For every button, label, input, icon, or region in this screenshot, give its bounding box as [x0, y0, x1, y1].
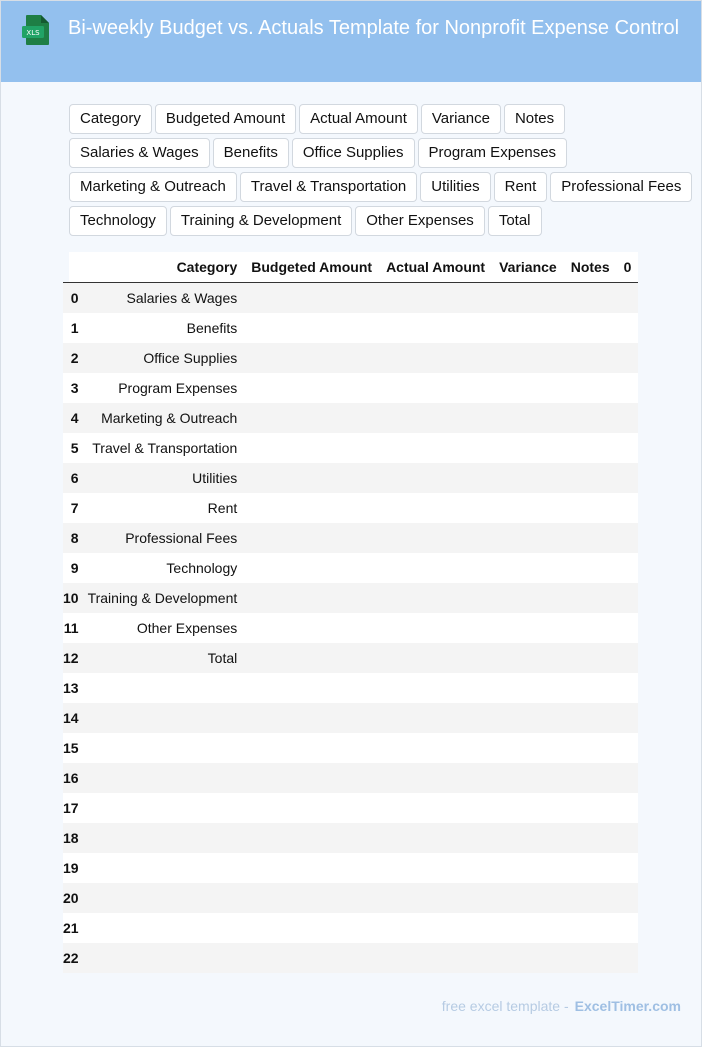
row-notes	[564, 313, 617, 343]
column-tag: Travel & Transportation	[240, 172, 417, 202]
row-notes	[564, 733, 617, 763]
column-tag: Office Supplies	[292, 138, 415, 168]
row-variance	[492, 373, 564, 403]
row-notes	[564, 853, 617, 883]
row-zero	[617, 373, 639, 403]
row-index: 17	[63, 793, 81, 823]
column-tag: Category	[69, 104, 152, 134]
row-notes	[564, 553, 617, 583]
row-variance	[492, 943, 564, 973]
row-budgeted-amount	[244, 403, 379, 433]
row-category	[81, 763, 245, 793]
table-row	[63, 553, 638, 583]
row-actual-amount	[379, 913, 492, 943]
row-category: Utilities	[81, 463, 245, 493]
row-category	[81, 673, 245, 703]
row-actual-amount	[379, 643, 492, 673]
row-index: 14	[63, 703, 81, 733]
row-category	[81, 943, 245, 973]
row-category: Training & Development	[81, 583, 245, 613]
footer-prefix: free excel template -	[441, 998, 569, 1014]
row-actual-amount	[379, 673, 492, 703]
row-zero	[617, 823, 639, 853]
row-notes	[564, 583, 617, 613]
row-category: Travel & Transportation	[81, 433, 245, 463]
row-category	[81, 823, 245, 853]
row-index: 4	[63, 403, 81, 433]
row-category	[81, 733, 245, 763]
row-notes	[564, 913, 617, 943]
row-notes	[564, 433, 617, 463]
row-actual-amount	[379, 583, 492, 613]
row-zero	[617, 763, 639, 793]
row-budgeted-amount	[244, 283, 379, 314]
row-budgeted-amount	[244, 343, 379, 373]
row-index: 7	[63, 493, 81, 523]
header-zero: 0	[617, 252, 639, 283]
row-zero	[617, 583, 639, 613]
table-row	[63, 913, 638, 943]
row-budgeted-amount	[244, 673, 379, 703]
table-row	[63, 763, 638, 793]
row-category	[81, 793, 245, 823]
row-index: 5	[63, 433, 81, 463]
row-zero	[617, 853, 639, 883]
footer-brand-link[interactable]: ExcelTimer.com	[574, 998, 681, 1014]
row-budgeted-amount	[244, 793, 379, 823]
row-budgeted-amount	[244, 523, 379, 553]
row-budgeted-amount	[244, 823, 379, 853]
column-tag: Training & Development	[170, 206, 352, 236]
row-variance	[492, 643, 564, 673]
row-actual-amount	[379, 883, 492, 913]
row-notes	[564, 943, 617, 973]
row-category: Total	[81, 643, 245, 673]
row-zero	[617, 553, 639, 583]
row-variance	[492, 913, 564, 943]
row-budgeted-amount	[244, 373, 379, 403]
row-budgeted-amount	[244, 493, 379, 523]
page-title: Bi-weekly Budget vs. Actuals Template for Nonprofit Expense Control	[68, 17, 680, 39]
row-category: Rent	[81, 493, 245, 523]
row-notes	[564, 823, 617, 853]
row-budgeted-amount	[244, 703, 379, 733]
row-notes	[564, 403, 617, 433]
row-variance	[492, 703, 564, 733]
table-row	[63, 883, 638, 913]
row-index: 6	[63, 463, 81, 493]
table-body	[63, 283, 638, 974]
row-zero	[617, 613, 639, 643]
row-zero	[617, 733, 639, 763]
row-notes	[564, 793, 617, 823]
row-notes	[564, 463, 617, 493]
row-budgeted-amount	[244, 463, 379, 493]
table-row	[63, 643, 638, 673]
column-tag: Total	[488, 206, 542, 236]
column-tag: Benefits	[213, 138, 289, 168]
excel-icon-label: XLS	[26, 29, 40, 37]
row-actual-amount	[379, 463, 492, 493]
table-row	[63, 463, 638, 493]
row-zero	[617, 343, 639, 373]
row-notes	[564, 673, 617, 703]
row-actual-amount	[379, 823, 492, 853]
header-index	[63, 252, 81, 283]
row-budgeted-amount	[244, 733, 379, 763]
row-index: 2	[63, 343, 81, 373]
row-variance	[492, 313, 564, 343]
row-zero	[617, 283, 639, 314]
row-index: 20	[63, 883, 81, 913]
header-notes: Notes	[564, 252, 617, 283]
data-table-viewport[interactable]	[63, 252, 638, 973]
row-notes	[564, 613, 617, 643]
row-index: 12	[63, 643, 81, 673]
column-tag: Other Expenses	[355, 206, 485, 236]
column-tag: Professional Fees	[550, 172, 692, 202]
row-actual-amount	[379, 763, 492, 793]
row-actual-amount	[379, 283, 492, 314]
row-budgeted-amount	[244, 763, 379, 793]
row-index: 16	[63, 763, 81, 793]
row-category	[81, 883, 245, 913]
row-notes	[564, 343, 617, 373]
row-index: 18	[63, 823, 81, 853]
column-tag: Technology	[69, 206, 167, 236]
page-header	[1, 1, 701, 82]
row-budgeted-amount	[244, 433, 379, 463]
table-row	[63, 853, 638, 883]
row-notes	[564, 643, 617, 673]
table-row	[63, 733, 638, 763]
row-category: Professional Fees	[81, 523, 245, 553]
row-index: 8	[63, 523, 81, 553]
row-budgeted-amount	[244, 313, 379, 343]
column-tag: Actual Amount	[299, 104, 418, 134]
row-actual-amount	[379, 553, 492, 583]
column-tag: Salaries & Wages	[69, 138, 210, 168]
row-category: Office Supplies	[81, 343, 245, 373]
budget-table	[63, 252, 638, 973]
column-tag: Utilities	[420, 172, 490, 202]
row-category	[81, 703, 245, 733]
row-notes	[564, 703, 617, 733]
row-category	[81, 913, 245, 943]
table-row	[63, 583, 638, 613]
row-variance	[492, 823, 564, 853]
row-variance	[492, 523, 564, 553]
row-budgeted-amount	[244, 583, 379, 613]
footer-credit	[442, 998, 681, 1014]
row-index: 22	[63, 943, 81, 973]
row-budgeted-amount	[244, 613, 379, 643]
row-budgeted-amount	[244, 913, 379, 943]
table-row	[63, 493, 638, 523]
row-actual-amount	[379, 853, 492, 883]
row-category: Other Expenses	[81, 613, 245, 643]
table-row	[63, 823, 638, 853]
row-variance	[492, 283, 564, 314]
row-actual-amount	[379, 343, 492, 373]
row-actual-amount	[379, 613, 492, 643]
row-actual-amount	[379, 523, 492, 553]
row-zero	[617, 523, 639, 553]
header-category: Category	[81, 252, 245, 283]
table-row	[63, 373, 638, 403]
header-budgeted-amount: Budgeted Amount	[244, 252, 379, 283]
row-zero	[617, 913, 639, 943]
table-row	[63, 673, 638, 703]
row-zero	[617, 793, 639, 823]
row-actual-amount	[379, 703, 492, 733]
row-variance	[492, 793, 564, 823]
table-row	[63, 433, 638, 463]
row-index: 1	[63, 313, 81, 343]
row-actual-amount	[379, 433, 492, 463]
row-zero	[617, 493, 639, 523]
row-actual-amount	[379, 733, 492, 763]
row-zero	[617, 463, 639, 493]
row-variance	[492, 673, 564, 703]
column-tag-list	[69, 104, 694, 236]
row-variance	[492, 583, 564, 613]
row-zero	[617, 313, 639, 343]
row-category: Benefits	[81, 313, 245, 343]
column-tag: Variance	[421, 104, 501, 134]
row-notes	[564, 283, 617, 314]
table-row	[63, 793, 638, 823]
row-actual-amount	[379, 403, 492, 433]
table-row	[63, 613, 638, 643]
column-tag: Program Expenses	[418, 138, 568, 168]
row-index: 13	[63, 673, 81, 703]
row-variance	[492, 613, 564, 643]
row-index: 11	[63, 613, 81, 643]
row-budgeted-amount	[244, 643, 379, 673]
row-zero	[617, 943, 639, 973]
row-index: 3	[63, 373, 81, 403]
header-variance: Variance	[492, 252, 564, 283]
row-index: 10	[63, 583, 81, 613]
row-category: Program Expenses	[81, 373, 245, 403]
table-row	[63, 943, 638, 973]
row-actual-amount	[379, 493, 492, 523]
row-variance	[492, 493, 564, 523]
row-actual-amount	[379, 943, 492, 973]
row-index: 21	[63, 913, 81, 943]
row-zero	[617, 643, 639, 673]
row-variance	[492, 733, 564, 763]
row-category: Marketing & Outreach	[81, 403, 245, 433]
row-variance	[492, 343, 564, 373]
row-index: 19	[63, 853, 81, 883]
row-variance	[492, 433, 564, 463]
table-header-row	[63, 252, 638, 283]
row-variance	[492, 403, 564, 433]
row-category	[81, 853, 245, 883]
row-notes	[564, 883, 617, 913]
row-actual-amount	[379, 793, 492, 823]
row-variance	[492, 763, 564, 793]
row-variance	[492, 553, 564, 583]
row-notes	[564, 373, 617, 403]
row-variance	[492, 883, 564, 913]
row-index: 15	[63, 733, 81, 763]
row-budgeted-amount	[244, 553, 379, 583]
row-zero	[617, 883, 639, 913]
row-notes	[564, 493, 617, 523]
row-actual-amount	[379, 313, 492, 343]
row-zero	[617, 433, 639, 463]
row-zero	[617, 403, 639, 433]
table-row	[63, 403, 638, 433]
row-zero	[617, 673, 639, 703]
row-budgeted-amount	[244, 883, 379, 913]
row-index: 9	[63, 553, 81, 583]
row-notes	[564, 763, 617, 793]
column-tag: Rent	[494, 172, 548, 202]
header-actual-amount: Actual Amount	[379, 252, 492, 283]
column-tag: Notes	[504, 104, 565, 134]
row-zero	[617, 703, 639, 733]
table-row	[63, 343, 638, 373]
row-category: Technology	[81, 553, 245, 583]
row-notes	[564, 523, 617, 553]
column-tag: Budgeted Amount	[155, 104, 296, 134]
row-index: 0	[63, 283, 81, 314]
table-row	[63, 283, 638, 314]
table-row	[63, 313, 638, 343]
row-variance	[492, 463, 564, 493]
table-row	[63, 703, 638, 733]
row-budgeted-amount	[244, 943, 379, 973]
row-budgeted-amount	[244, 853, 379, 883]
row-variance	[492, 853, 564, 883]
row-category: Salaries & Wages	[81, 283, 245, 314]
table-row	[63, 523, 638, 553]
row-actual-amount	[379, 373, 492, 403]
column-tag: Marketing & Outreach	[69, 172, 237, 202]
